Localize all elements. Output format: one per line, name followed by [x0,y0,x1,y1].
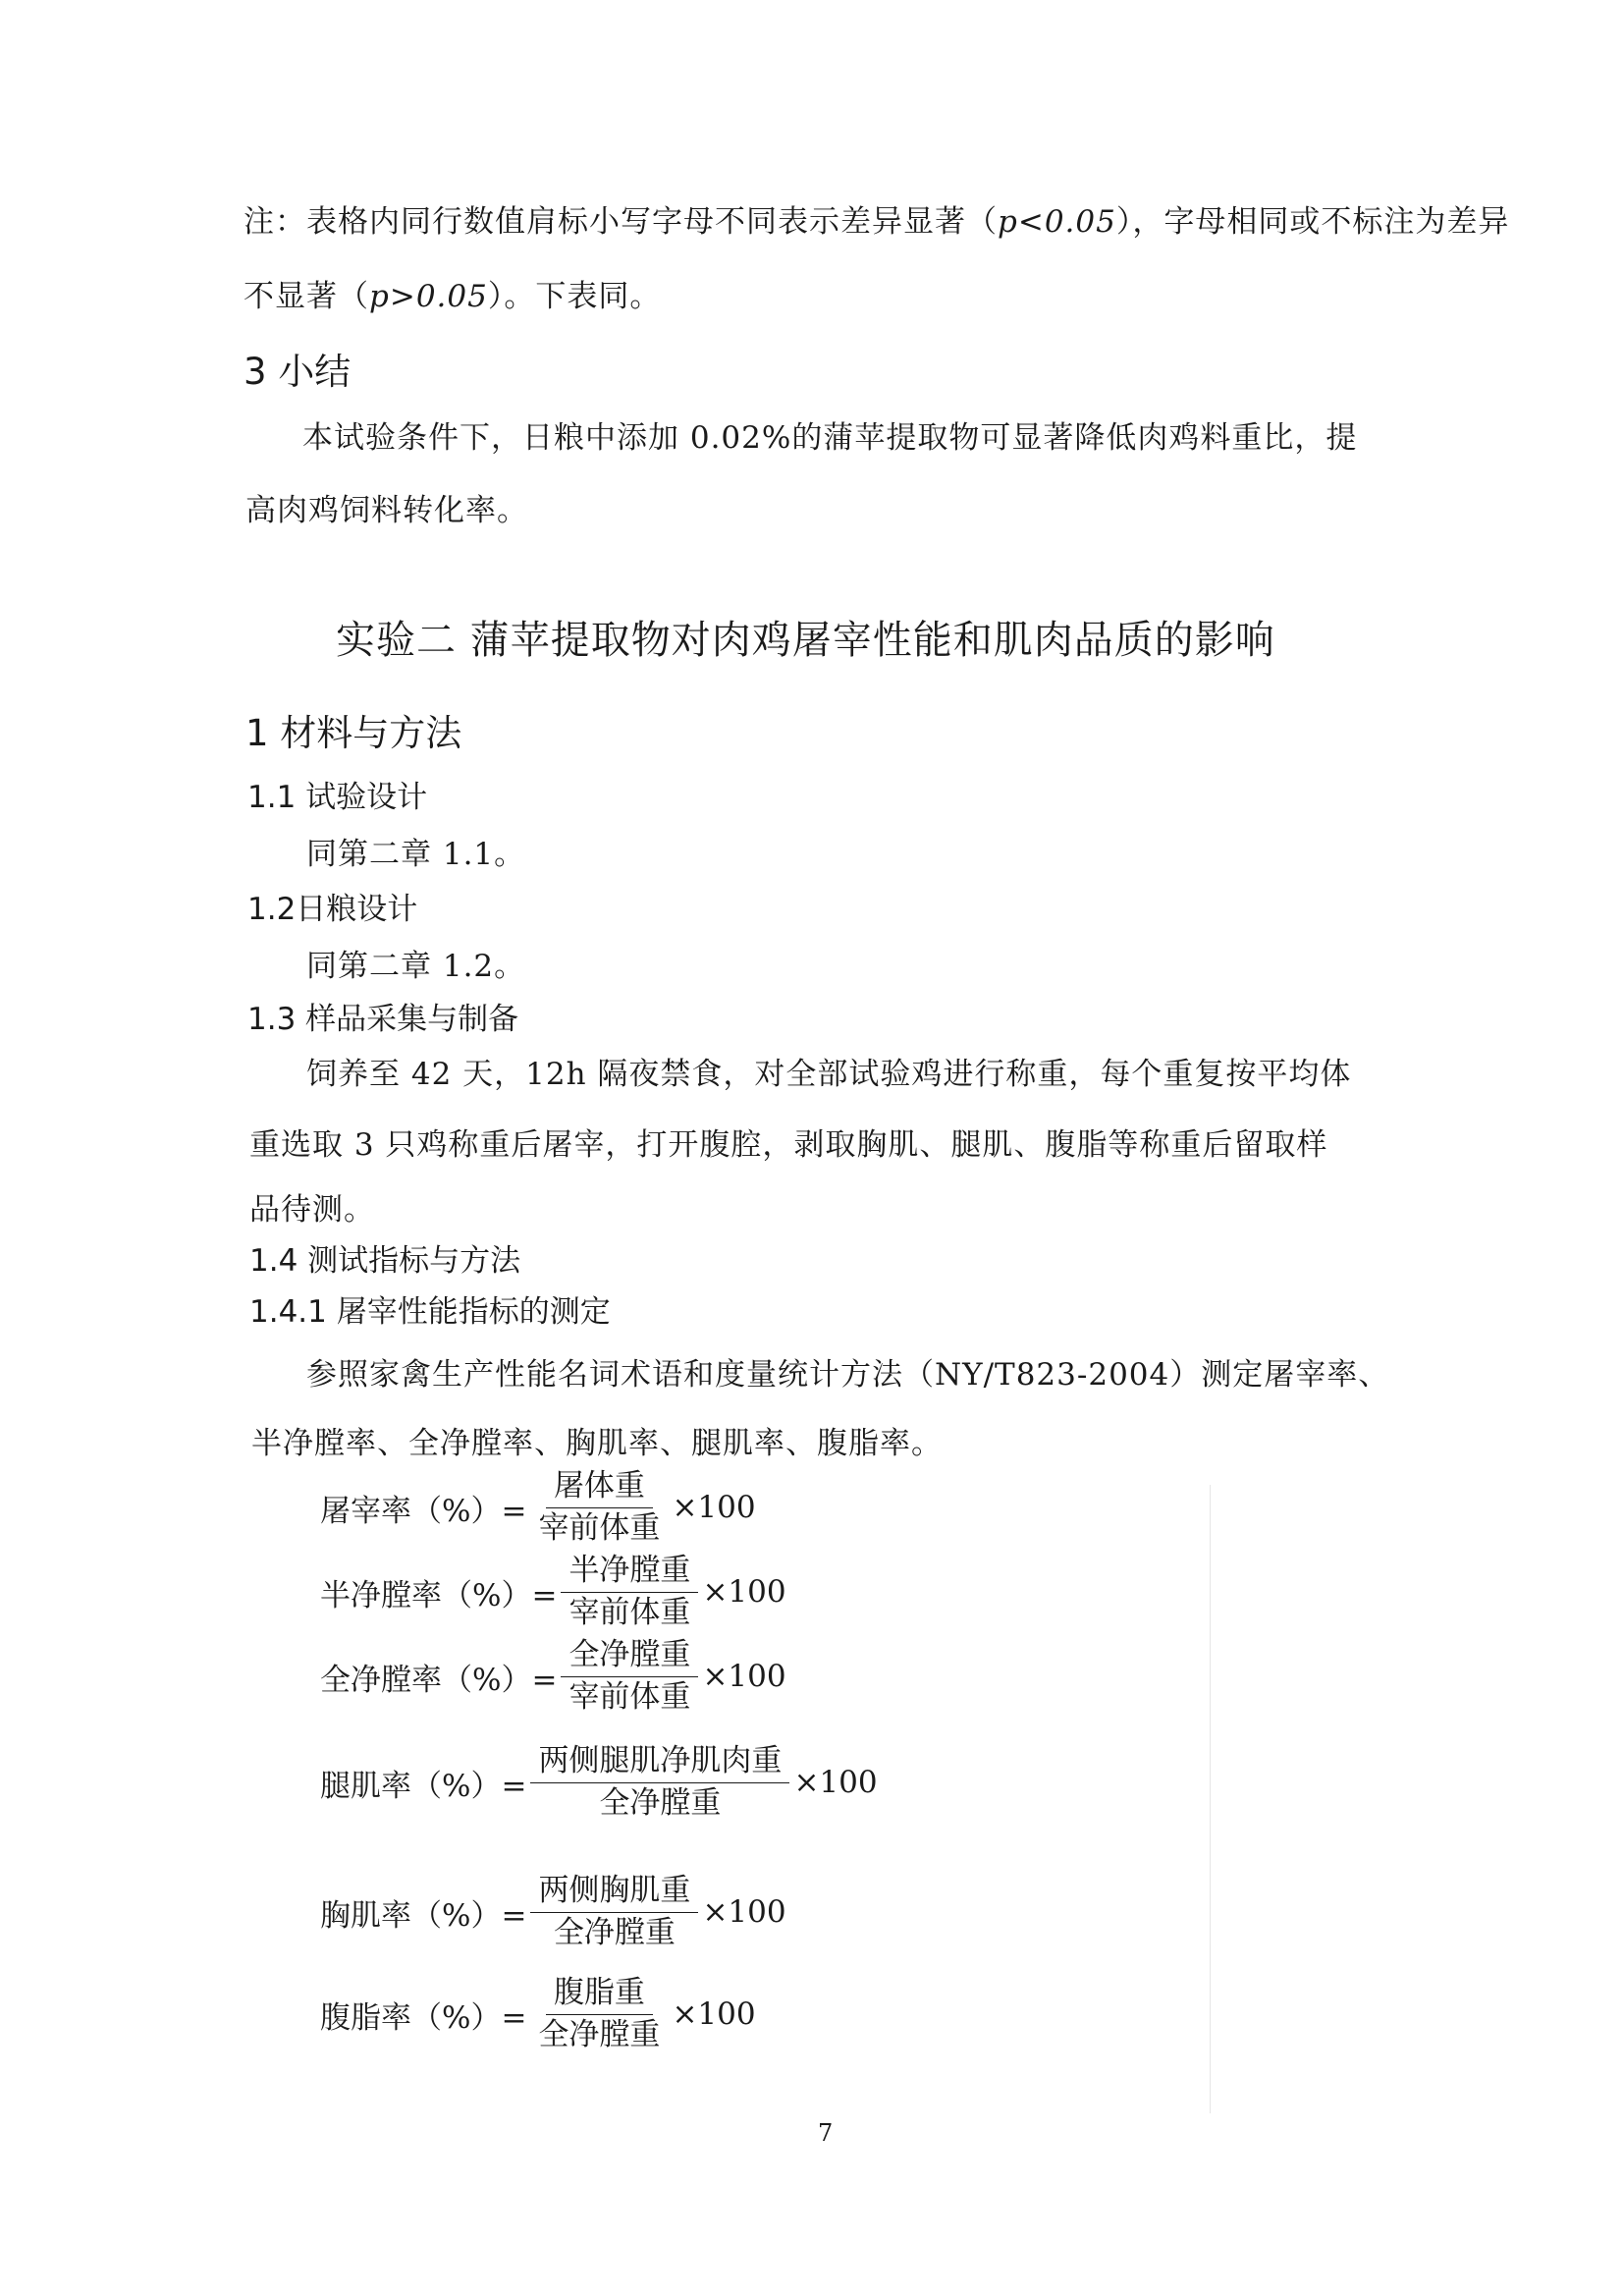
scan-artifact-line [1210,1485,1211,2113]
fraction [530,1874,698,1950]
table-note-line-1 [243,196,1509,241]
subsection-1-3-line-2: 重选取 3 只鸡称重后屠宰，打开腹腔，剥取胸肌、腿肌、腹脂等称重后留取样 [249,1127,1328,1163]
fraction-denominator: 宰前体重 [568,1594,691,1630]
subsection-text-1-1: 同第二章 1.1。 [306,837,526,872]
page-number: 7 [818,2119,834,2147]
formula-lhs: 全净膛率（%）= [320,1662,558,1698]
formula-abdominal-fat-rate [320,1976,756,2052]
fraction [530,1744,789,1821]
subsection-heading-1-1: 1.1 试验设计 [247,780,428,815]
formula-leg-muscle-rate [320,1744,878,1821]
note-text: ）。下表同。 [487,279,662,314]
formula-multiplier: ×100 [702,1659,786,1695]
p-value-lt: p<0.05 [998,204,1116,240]
fraction [561,1638,698,1715]
summary-paragraph-line-2: 高肉鸡饲料转化率。 [245,493,528,528]
fraction-denominator: 宰前体重 [568,1678,691,1715]
fraction-denominator: 全净膛重 [538,2016,661,2052]
fraction-numerator: 两侧胸肌重 [530,1874,698,1913]
table-note-line-2 [243,271,661,315]
formula-lhs: 胸肌率（%）= [320,1897,527,1934]
fraction-denominator: 全净膛重 [599,1784,722,1821]
subsection-1-3-line-1: 饲养至 42 天，12h 隔夜禁食，对全部试验鸡进行称重，每个重复按平均体 [306,1057,1352,1092]
subsection-1-4-1-line-2: 半净膛率、全净膛率、胸肌率、腿肌率、腹脂率。 [251,1426,943,1461]
fraction-denominator: 宰前体重 [538,1509,661,1546]
note-text: 不显著（ [243,279,369,314]
formula-lhs: 腿肌率（%）= [320,1768,527,1804]
summary-heading: 3 小结 [243,351,352,393]
subsection-1-3-line-3: 品待测。 [249,1192,375,1228]
formula-multiplier: ×100 [793,1765,878,1801]
note-text: 注：表格内同行数值肩标小写字母不同表示差异显著（ [243,204,998,240]
note-text: ），字母相同或不标注为差异 [1115,204,1510,240]
formula-multiplier: ×100 [672,1490,756,1526]
fraction-numerator: 腹脂重 [546,1976,653,2015]
fraction-numerator: 两侧腿肌净肌肉重 [530,1744,789,1783]
fraction-numerator: 屠体重 [546,1469,653,1508]
summary-paragraph-line-1: 本试验条件下，日粮中添加 0.02%的蒲苹提取物可显著降低肉鸡料重比，提 [302,420,1358,456]
subsection-heading-1-2: 1.2日粮设计 [247,892,418,927]
formula-breast-muscle-rate [320,1874,786,1950]
formula-multiplier: ×100 [702,1894,786,1931]
subsection-heading-1-3: 1.3 样品采集与制备 [247,1002,519,1037]
section-heading-materials-methods: 1 材料与方法 [245,712,462,754]
fraction [530,1469,668,1546]
formula-multiplier: ×100 [702,1574,786,1611]
formula-multiplier: ×100 [672,1996,756,2033]
formula-eviscerated-rate [320,1638,786,1715]
subsection-heading-1-4: 1.4 测试指标与方法 [249,1243,521,1279]
fraction-numerator: 半净膛重 [561,1554,698,1593]
fraction [561,1554,698,1630]
formula-semi-eviscerated-rate [320,1554,786,1630]
fraction-numerator: 全净膛重 [561,1638,698,1677]
formula-lhs: 屠宰率（%）= [320,1493,527,1529]
fraction-denominator: 全净膛重 [553,1914,676,1950]
fraction [530,1976,668,2052]
formula-lhs: 半净膛率（%）= [320,1577,558,1613]
formula-slaughter-rate [320,1469,756,1546]
p-value-gt: p>0.05 [369,279,488,314]
subsection-text-1-2: 同第二章 1.2。 [306,949,526,984]
subsection-1-4-1-line-1: 参照家禽生产性能名词术语和度量统计方法（NY/T823-2004）测定屠宰率、 [306,1357,1390,1393]
formula-lhs: 腹脂率（%）= [320,1999,527,2036]
experiment-title: 实验二 蒲苹提取物对肉鸡屠宰性能和肌肉品质的影响 [336,618,1275,663]
subsection-heading-1-4-1: 1.4.1 屠宰性能指标的测定 [249,1294,611,1330]
